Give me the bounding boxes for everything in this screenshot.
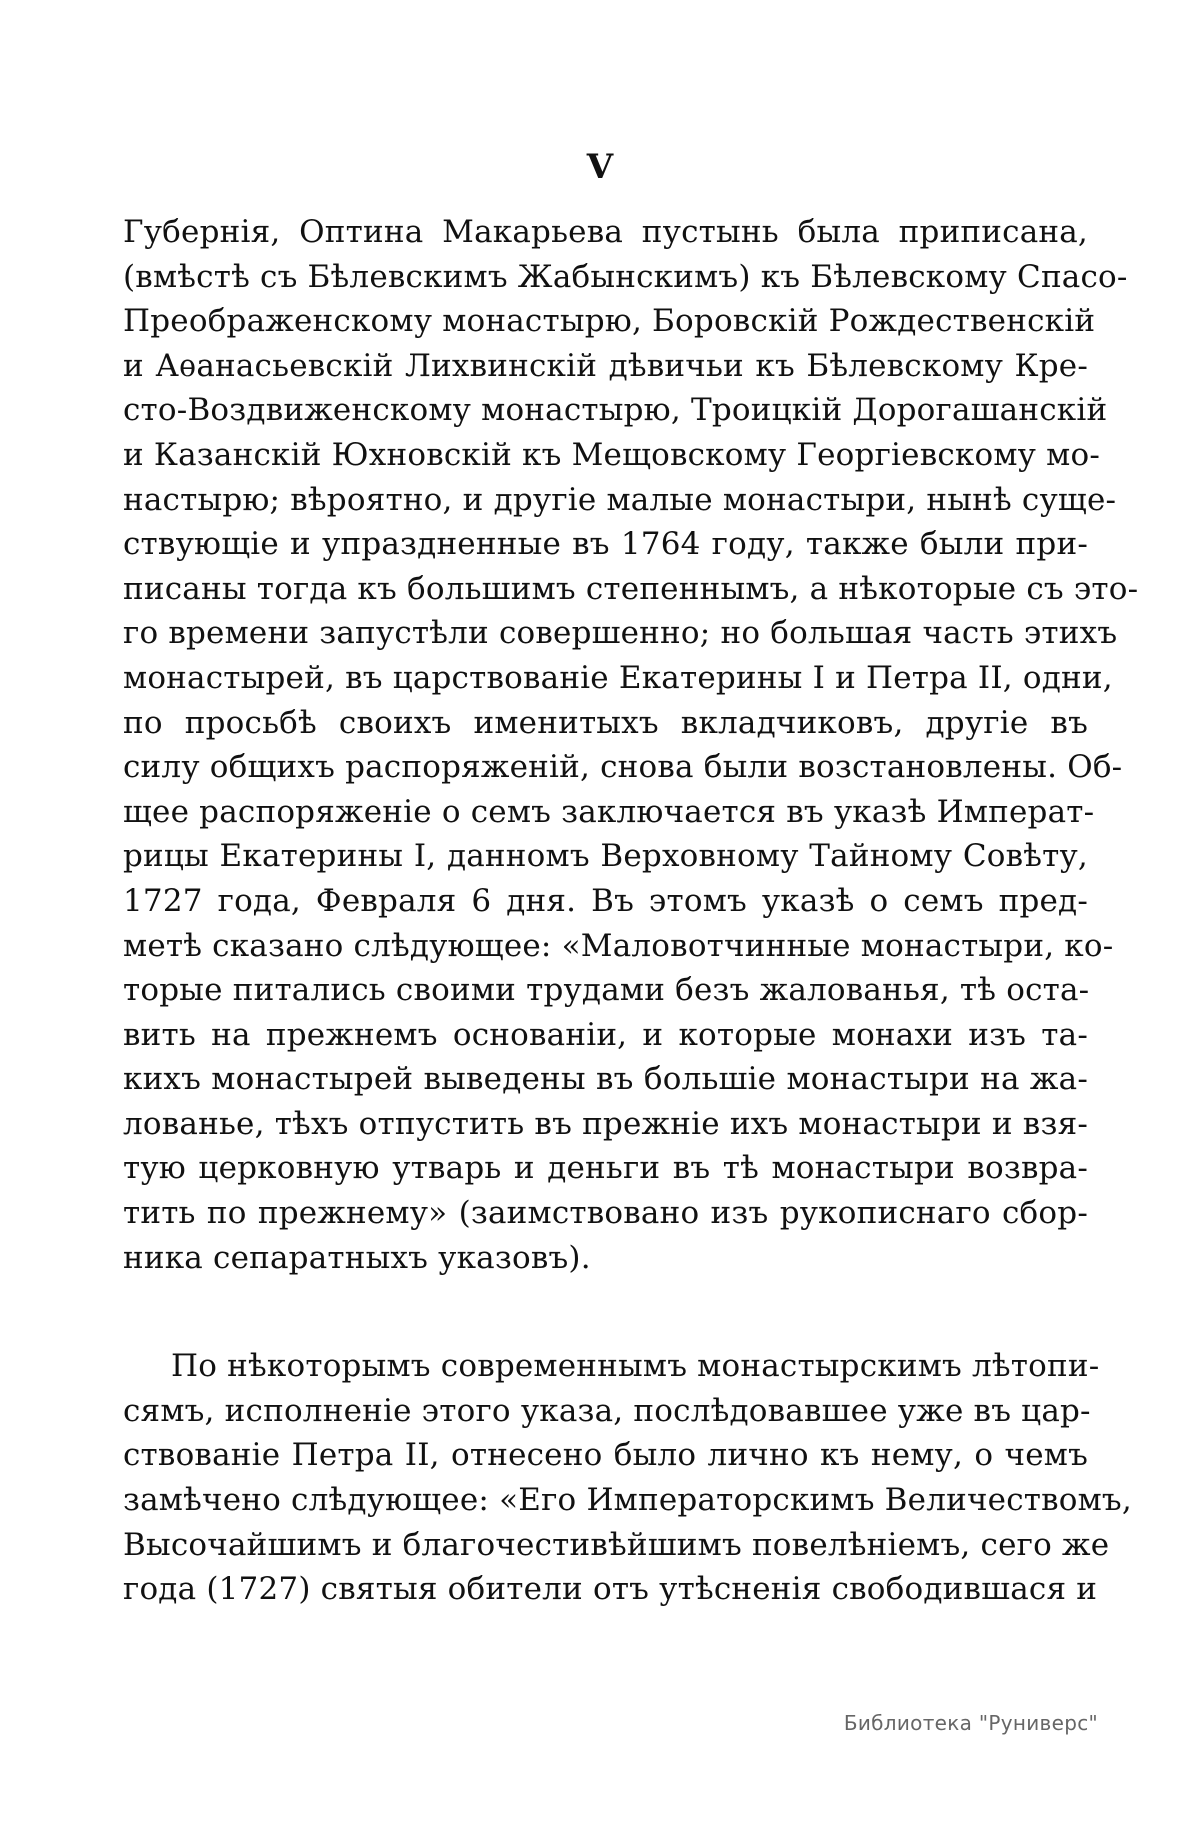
text-line: ствующіе и упраздненные въ 1764 году, также были при- [123, 526, 1088, 563]
text-line: рицы Екатерины I, данномъ Верховному Тайному Совѣту, [123, 838, 1088, 875]
text-line: и Казанскій Юхновскій къ Мещовскому Георгіевскому мо- [123, 436, 1101, 473]
text-line: сто-Воздвиженскому монастырю, Троицкій Дорогашанскій [123, 392, 1108, 429]
body-text [123, 210, 1139, 1612]
paragraph-gap [123, 1280, 1088, 1344]
library-watermark: Библиотека "Руниверс" [843, 1711, 1098, 1735]
text-line: лованье, тѣхъ отпустить въ прежніе ихъ монастыри и взя- [123, 1105, 1088, 1142]
text-line: Высочайшимъ и благочестивѣйшимъ повелѣніемъ, сего же [123, 1526, 1110, 1563]
text-line: по просьбѣ своихъ именитыхъ вкладчиковъ, другіе въ [123, 704, 1088, 741]
text-line: сямъ, исполненіе этого указа, послѣдовавшее уже въ цар- [123, 1392, 1091, 1429]
text-line: кихъ монастырей выведены въ большіе монастыри на жа- [123, 1061, 1088, 1098]
text-line: монастырей, въ царствованіе Екатерины I и Петра II, одни, [123, 659, 1113, 696]
text-line: (вмѣстѣ съ Бѣлевскимъ Жабынскимъ) къ Бѣлевскому Спасо- [123, 258, 1128, 295]
text-line: 1727 года, Февраля 6 дня. Въ этомъ указѣ о семъ пред- [123, 882, 1088, 919]
page-number: V [586, 147, 614, 187]
text-line: ника сепаратныхъ указовъ). [123, 1239, 591, 1276]
paragraph [123, 1344, 1132, 1612]
text-line: года (1727) святыя обители отъ утѣсненія свободившася и [123, 1571, 1098, 1608]
text-line: щее распоряженіе о семъ заключается въ указѣ Императ- [123, 793, 1095, 830]
text-line: писаны тогда къ большимъ степеннымъ, а нѣкоторые съ это- [123, 570, 1139, 607]
text-line: тить по прежнему» (заимствовано изъ рукописнаго сбор- [123, 1195, 1088, 1232]
text-line: ствованіе Петра II, отнесено было лично къ нему, о чемъ [123, 1437, 1088, 1474]
text-line: силу общихъ распоряженій, снова были возстановлены. Об- [123, 749, 1123, 786]
text-line: и Аѳанасьевскій Лихвинскій дѣвичьи къ Бѣлевскому Кре- [123, 347, 1088, 384]
text-line: метѣ сказано слѣдующее: «Маловотчинные монастыри, ко- [123, 927, 1114, 964]
text-line: го времени запустѣли совершенно; но большая часть этихъ [123, 615, 1118, 652]
text-line: тую церковную утварь и деньги въ тѣ монастыри возвра- [123, 1150, 1088, 1187]
text-line: Преображенскому монастырю, Боровскій Рождественскій [123, 303, 1096, 340]
paragraph [123, 210, 1139, 1280]
text-line: торые питались своими трудами безъ жалованья, тѣ оста- [123, 972, 1090, 1009]
text-line: Губернія, Оптина Макарьева пустынь была приписана, [123, 214, 1088, 250]
text-line: вить на прежнемъ основаніи, и которые монахи изъ та- [123, 1016, 1088, 1053]
text-line: По нѣкоторымъ современнымъ монастырскимъ лѣтопи- [171, 1348, 1100, 1385]
text-line: настырю; вѣроятно, и другіе малые монастыри, нынѣ суще- [123, 481, 1117, 518]
text-line: замѣчено слѣдующее: «Его Императорскимъ Величествомъ, [123, 1482, 1132, 1519]
